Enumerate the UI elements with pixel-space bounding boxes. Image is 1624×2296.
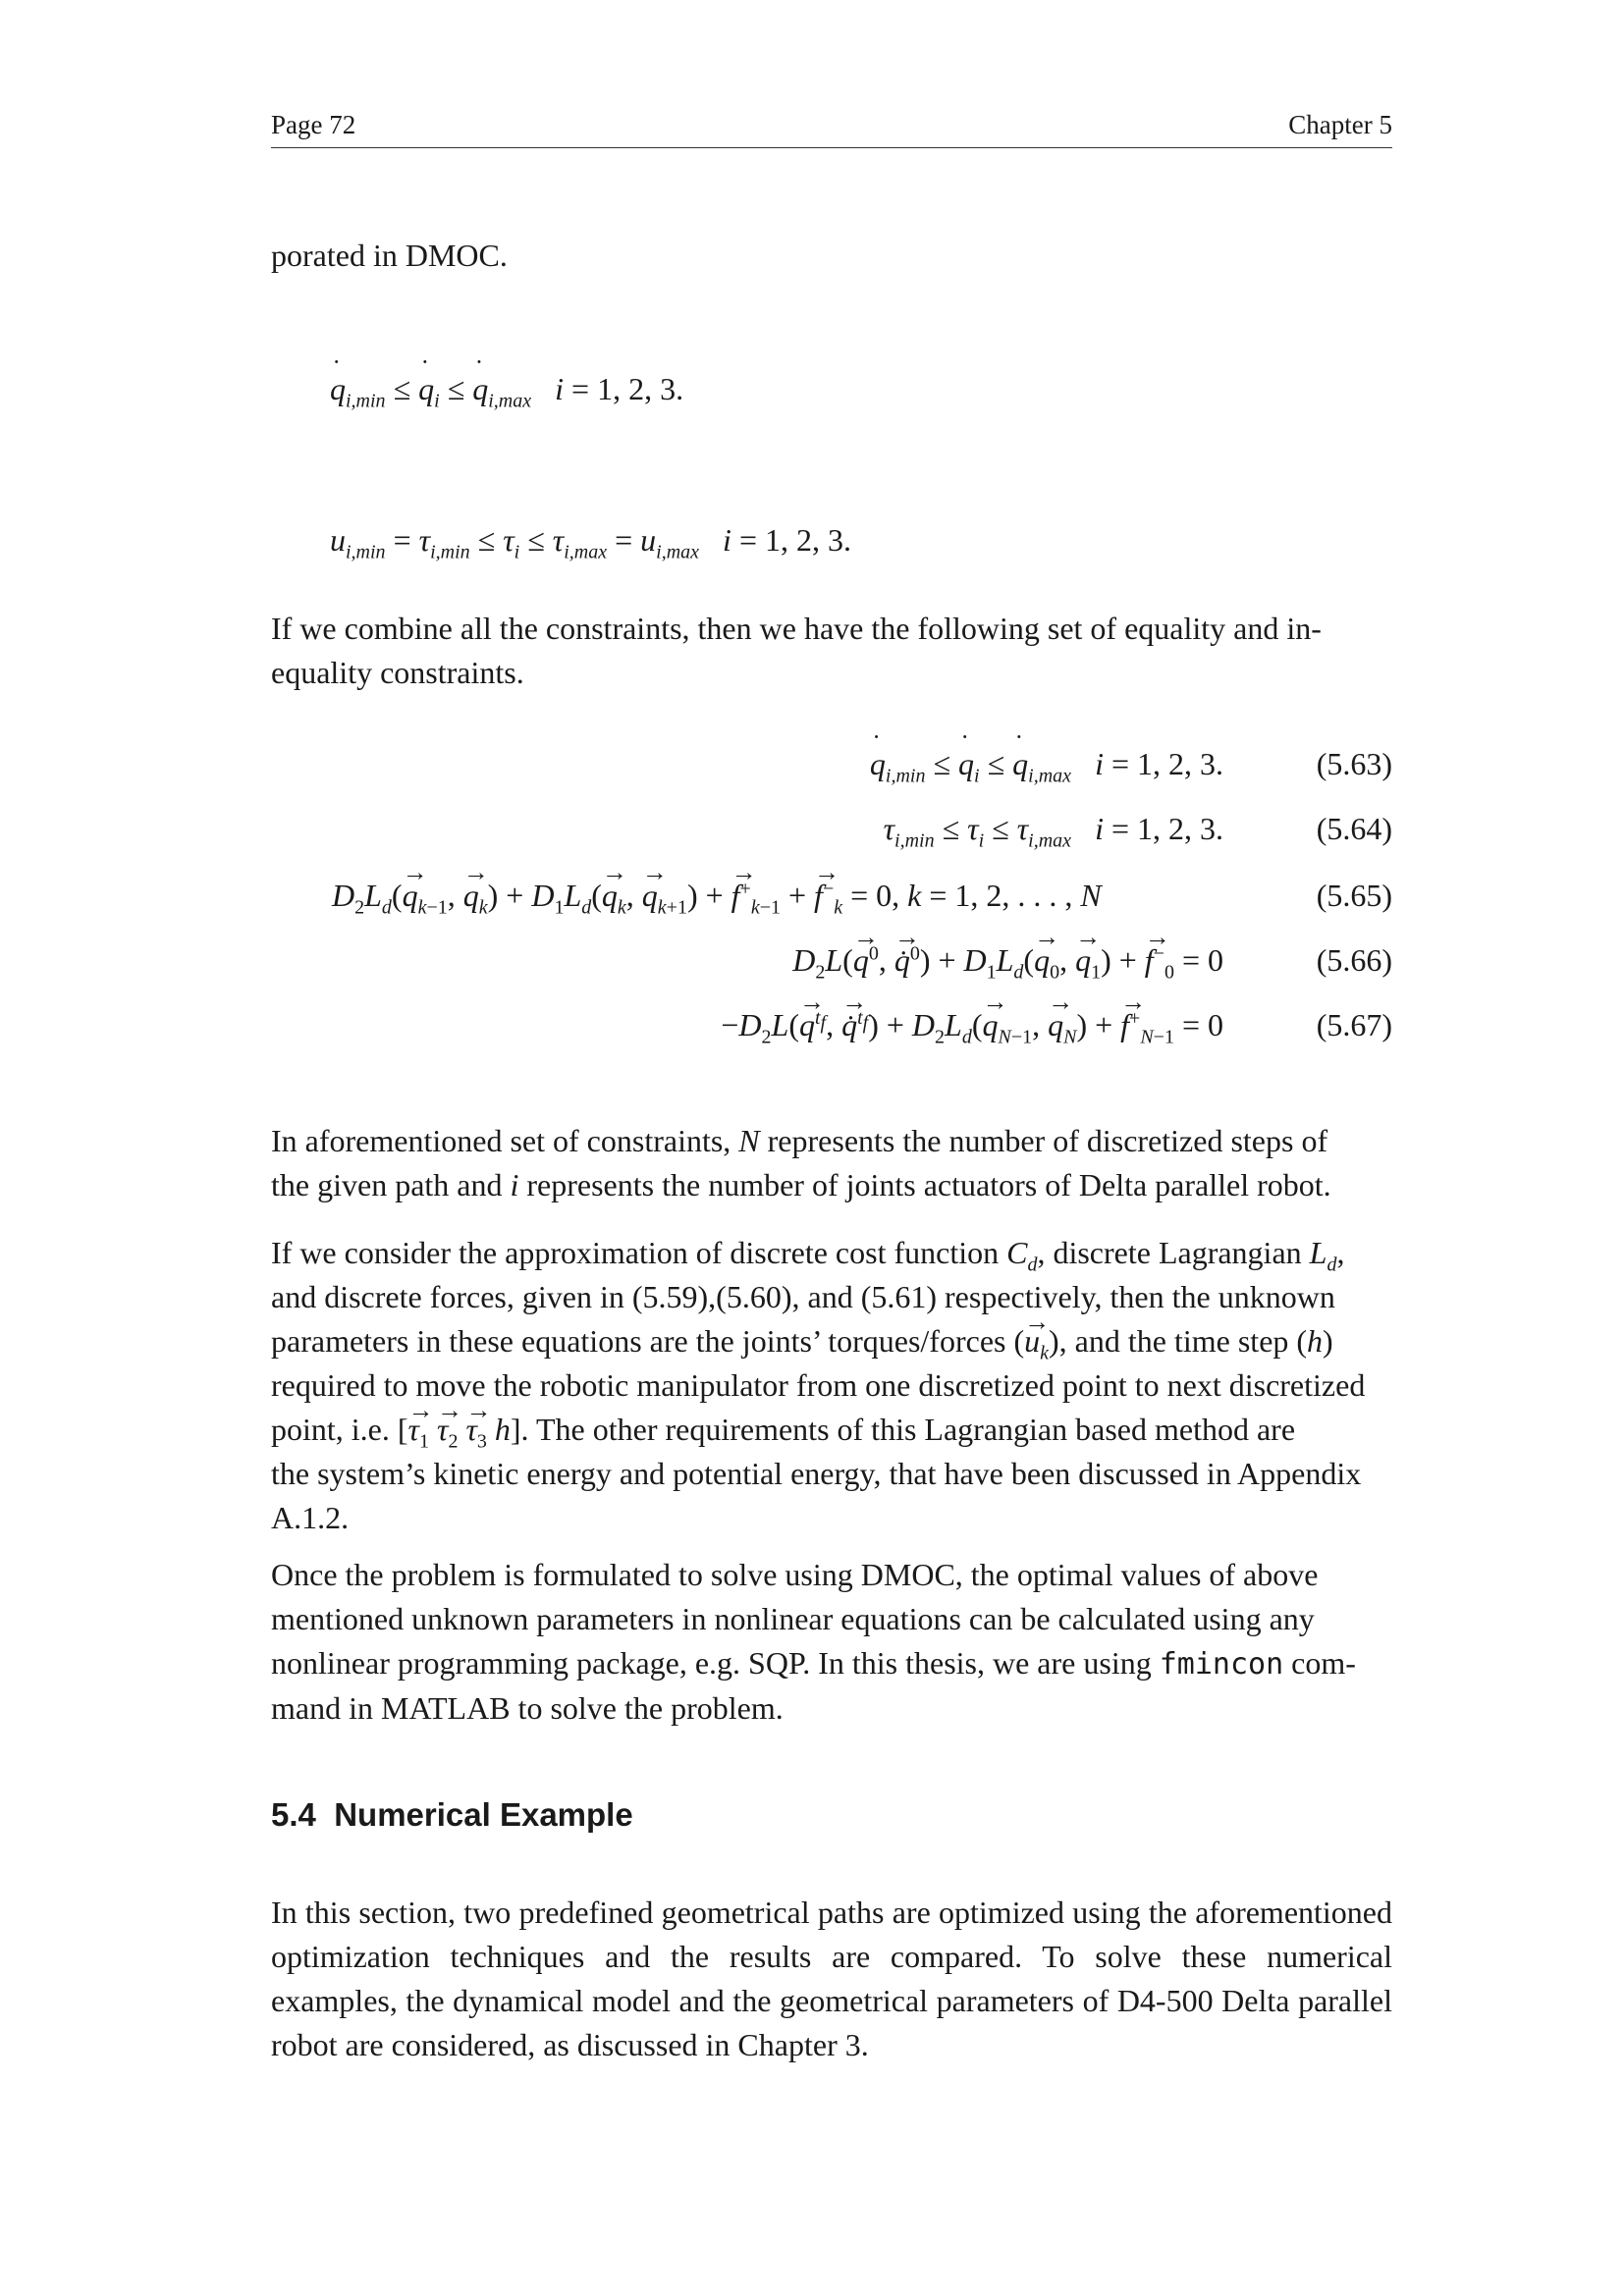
paragraph-approximation: If we consider the approximation of discrete cost function $C_d$, discrete Lagrangian $L_d$, and discrete forces, given in (5.59),(5.60), and (5.61) respectively, then the unknown parameters in these equations are the joints’ torques/forces (→ $u_k$), and the time step (h) required to move the robotic manipulator from one discretized point to next discretized point, i.e. [→ $\tau_1 \to \tau_2 \to \tau_3$ h]. The other requirements of this Lagrangian based method are the system’s kinetic energy and potential energy, that have been discussed in Appendix A.1.2. xyxy=(271,1231,1392,1540)
equation-torque-limit: $u_{i,min} = \tau_{i,min} \le \tau_i \le \tau_{i,max} = u_{i,max}$ i = 1, 2, 3. xyxy=(330,522,851,563)
equation-5-66: $D_2L(\to q^0$, → q̇$^0$) + $D_1L_d(\to q_0$, → $q_1$) + → $f^-_0 = 0$ xyxy=(792,942,1223,979)
equation-number: (5.67) xyxy=(1316,1007,1392,1042)
equation-number: (5.65) xyxy=(1316,878,1392,913)
equation-number: (5.66) xyxy=(1316,942,1392,978)
equation-5-63: ˙ $q_{i,min}$ ≤ ˙ $q_i$ ≤ ˙ $q_{i,max}$ i = 1, 2, 3. xyxy=(870,746,1223,782)
equation-5-64: $\tau_{i,min} \le \tau_i \le \tau_{i,max}$ i = 1, 2, 3. xyxy=(883,811,1223,852)
page-header xyxy=(271,108,1392,148)
chapter-label: Chapter 5 xyxy=(1288,110,1392,139)
page-number: Page 72 xyxy=(271,110,356,139)
equation-velocity-limit: ˙ $q_{i,min}$ ≤ ˙ $q_i$ ≤ ˙ $q_{i,max}$ i = 1, 2, 3. xyxy=(330,371,683,407)
section-heading xyxy=(271,1796,633,1834)
paragraph-constraints: In aforementioned set of constraints, N represents the number of discretized steps of the given path and i represents the number of joints actuators of Delta parallel robot. xyxy=(271,1123,1331,1202)
section-number: 5.4 xyxy=(271,1796,316,1833)
paragraph-section: In this section, two predefined geometrical paths are optimized using the aforementioned optimization techniques and the results are compared. To solve these numerical examples, the dynamical model and the geometrical parameters of D4-500 Delta parallel robot are considered, as discussed in Chapter 3. xyxy=(271,1895,1392,2062)
intro-line: porated in DMOC. xyxy=(271,238,508,273)
paragraph-dmoc: Once the problem is formulated to solve using DMOC, the optimal values of above mentioned unknown parameters in nonlinear equations can be calculated using any nonlinear programming package, e.g. SQP. In this thesis, we are using fmincon com- mand in MATLAB to solve the problem. xyxy=(271,1557,1356,1726)
fmincon-command: fmincon xyxy=(1159,1647,1284,1682)
paragraph-combine: If we combine all the constraints, then we have the following set of equality and in- equality constraints. xyxy=(271,611,1322,690)
equation-5-67: $-D_2L(\to q^{t_f}$, → q̇$^{t_f}$) + $D_2L_d(\to q_{N-1}$, → $q_N$) + → $f^+_{N-1} = 0$ xyxy=(721,1007,1223,1043)
equation-number: (5.64) xyxy=(1316,811,1392,846)
section-title: Numerical Example xyxy=(334,1796,633,1833)
equation-references: (5.59),(5.60), and (5.61) xyxy=(631,1279,937,1314)
equation-5-65: $D_2L_d(\to q_{k-1}$, → $q_k) + D_1L_d(\to q_k$, → $q_{k+1}$) + → $f^+_{k-1}$ + → $f^-_k = 0$, k = 1, 2, . . . , N xyxy=(332,878,1102,914)
equation-number: (5.63) xyxy=(1316,746,1392,781)
appendix-reference: A.1.2. xyxy=(271,1500,350,1535)
